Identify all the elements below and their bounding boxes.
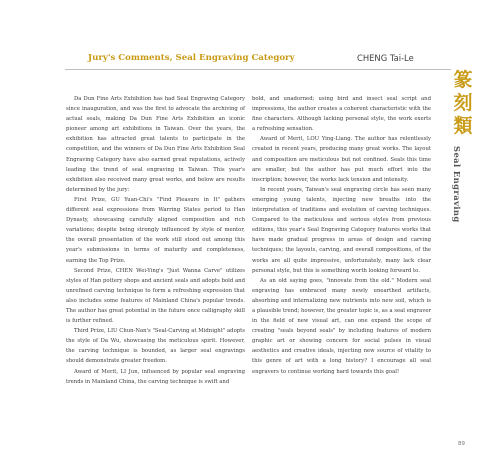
side-vertical-title: Seal Engraving: [452, 146, 462, 223]
header-divider: [65, 69, 451, 70]
page-number: 89: [458, 441, 465, 447]
side-chinese-title: 篆 刻 類: [453, 69, 473, 137]
page-title: Jury's Comments, Seal Engraving Category: [88, 53, 295, 63]
paragraph: Da Dun Fine Arts Exhibition has had Seal Engraving Category since inauguration, and was the first to advocate the archiving of actual seals, making Da Dun Fine Arts Exhibition an iconic pioneer among art exhibitions in Taiwan. Over the years, the exhibition has attracted great talents to participate in the competition, and the winners of Da Dun Fine Arts Exhibition Seal Engraving Category have also earned great reputations, actively leading the trend of seal engraving in Taiwan. This year's exhibition also received many great works, and below are results determined by the jury:: [66, 96, 245, 193]
paragraph: Third Prize, LIU Chun-Nan's "Seal-Carving at Midnight" adopts the style of Da Wu, showcasing the meticulous spirit. However, the carving technique is bounded, as larger seal engravings should demonstrate greater freedom.: [66, 328, 245, 365]
paragraph: Award of Merit, LI Jun, influenced by popular seal engraving trends in Mainland China, the carving technique is swift and: [66, 368, 245, 385]
body-column-left: [66, 94, 245, 387]
paragraph: bold, and unadorned; using bird and insect seal script and impressions, the author creates a coherent characteristic with the fine characters. Although lacking personal style, the work exerts a refreshing sensation.: [252, 96, 431, 133]
paragraph: As an old saying goes, "innovate from the old." Modern seal engraving has embraced many newly unearthed artifacts, absorbing and internalizing new nutrients into new soil, which is a plausible trend; however, the greater topic is, as a seal engraver in the field of new visual art, can one expand the scope of creating "seals beyond seals" by including features of modern graphic art or showing concern for social pulses in visual aesthetics and creative ideals, injecting new source of vitality to this genre of art with a long history? I encourage all seal engravers to continue working hard towards this goal!: [252, 277, 431, 375]
body-column-right: [252, 94, 431, 377]
author-name: CHENG Tai-Le: [357, 53, 414, 63]
paragraph: Second Prize, CHEN Wei-Ying's "Just Wanna Carve" utilizes styles of Han pottery shops and ancient seals and adopts bold and unrefined carving technique to form a refreshing expression that also includes some features of Mainland China's popular trends. The author has great potential in the future once calligraphy skill is further refined.: [66, 267, 245, 325]
paragraph: In recent years, Taiwan's seal engraving circle has seen many emerging young talents, injecting new breaths into the interpretation of traditions and evolution of carving techniques. Compared to the meticulous and serious styles from previous editions, this year's Seal Engraving Category features works that have made gradual progress in areas of design and carving techniques; the layouts, carving, and overall compositions, of the works are all quite impressive, unfortunately, many lack clear personal style, but this is something worth looking forward to.: [252, 186, 431, 274]
paragraph: First Prize, GU Yuan-Chi's "Find Pleasure in It" gathers different seal expressions from Warring States period to Han Dynasty, showcasing carefully aligned composition and rich variations; despite being strongly influenced by style of mentor, the overall presentation of the work still stood out among this year's submissions in terms of maturity and completeness, earning the Top Prize.: [66, 196, 245, 264]
paragraph: Award of Merit, LOU Ying-Liang. The author has relentlessly created in recent years, producing many great works. The layout and composition are meticulous but not confined. Seals this time are smaller, but the author has put much effort into the inscription; however, the works lack tension and intensity.: [252, 136, 431, 183]
